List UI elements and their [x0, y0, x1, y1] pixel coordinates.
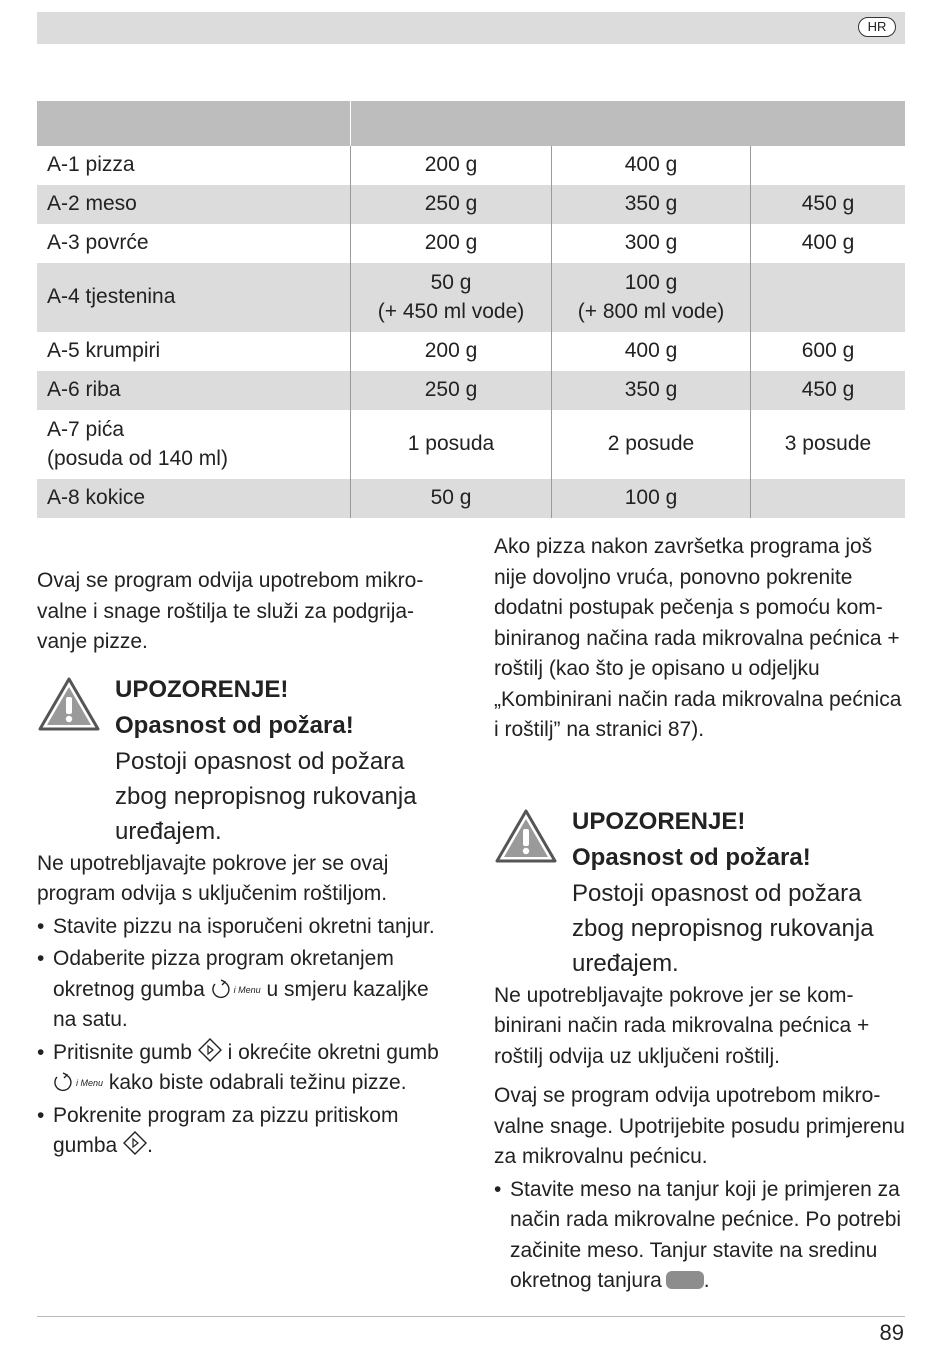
weight-cell: 50 g — [351, 479, 552, 518]
left-column — [37, 566, 447, 1162]
weight-cell — [751, 479, 906, 518]
table-header-row — [37, 101, 905, 146]
weight-cell: 200 g — [351, 146, 552, 185]
program-name: A-2 meso — [37, 185, 351, 224]
list-item: • Stavite pizzu na isporučeni okretni tanjur. — [37, 912, 447, 943]
table-row — [37, 410, 905, 479]
warning-triangle-icon — [494, 808, 558, 864]
warning-block — [37, 672, 447, 849]
weight-cell: 450 g — [751, 185, 906, 224]
weight-cell: 3 posude — [751, 410, 906, 479]
weight-cell — [751, 146, 906, 185]
warning-subtitle: Opasnost od požara! — [572, 843, 811, 871]
list-item: • Stavite meso na tanjur koji je primjeren za način rada mikrovalne pećnice. Po potrebi začinite meso. Tanjur stavite na sredinu okretnog tanjura . — [494, 1175, 906, 1297]
table-row — [37, 185, 905, 224]
program-name: A-7 pića (posuda od 140 ml) — [47, 418, 228, 470]
warning-title: UPOZORENJE! — [115, 675, 289, 703]
note-paragraph: Ne upotrebljavajte pokrove jer se kombinirani način rada mikrovalna pećnica + roštilj odvija uz uključeni roštilj. — [494, 983, 870, 1068]
table-row — [37, 371, 905, 410]
instruction-list — [494, 1175, 906, 1297]
table-row — [37, 332, 905, 371]
header-bar — [37, 12, 905, 44]
list-item: • Pritisnite gumb i okrećite okretni gumb i Menu kako biste odabrali težinu pizze. — [37, 1038, 447, 1099]
table-row — [37, 224, 905, 263]
warning-text: Postoji opasnost od požara zbog nepropisnog rukovanja uređajem. — [572, 879, 874, 977]
footer-divider — [37, 1316, 905, 1317]
note-paragraph: Ne upotrebljavajte pokrove jer se ovaj program odvija s uključenim roštiljom. — [37, 851, 389, 905]
weight-cell: 100 g — [552, 479, 751, 518]
weight-cell: 400 g — [751, 224, 906, 263]
program-name: A-5 krumpiri — [47, 339, 161, 363]
body-paragraph: Ovaj se program odvija upotrebom mikrovalne snage. Upotrijebite posudu primjerenu za mikrovalnu pećnicu. — [494, 1084, 905, 1168]
turntable-symbol — [666, 1271, 704, 1289]
table-row — [37, 479, 905, 518]
start-diamond-icon — [123, 1131, 147, 1155]
weight-cell: 600 g — [751, 332, 906, 371]
weight-cell: 350 g — [552, 371, 751, 410]
weight-cell — [751, 263, 906, 332]
right-column — [494, 532, 906, 1297]
program-name: A-3 povrće — [47, 231, 149, 255]
list-item: • Odaberite pizza program okretanjem okretnog gumba i Menu u smjeru kazaljke na satu. — [37, 944, 447, 1036]
weight-cell: 300 g — [552, 224, 751, 263]
weight-cell: 250 g — [351, 371, 552, 410]
menu-label: i Menu — [233, 984, 261, 995]
warning-title: UPOZORENJE! — [572, 807, 746, 835]
weight-cell: 50 g (+ 450 ml vode) — [351, 263, 552, 332]
weight-cell: 200 g — [351, 332, 552, 371]
program-name: A-6 riba — [37, 371, 351, 410]
warning-subtitle: Opasnost od požara! — [115, 711, 354, 739]
program-name: A-8 kokice — [37, 479, 351, 518]
table-row — [37, 146, 905, 185]
warning-triangle-icon — [37, 676, 101, 732]
instruction-list — [37, 912, 447, 1162]
weight-cell: 400 g — [552, 332, 751, 371]
page-number: 89 — [879, 1320, 904, 1345]
weight-cell: 200 g — [351, 224, 552, 263]
menu-label: i Menu — [76, 1078, 104, 1088]
list-item: • Pokrenite program za pizzu pritiskom gumba . — [37, 1101, 447, 1162]
language-badge: HR — [858, 17, 896, 37]
rotary-knob-icon — [211, 979, 233, 999]
intro-paragraph: Ovaj se program odvija upotrebom mikrovalne i snage roštilja te služi za podgrijavanje pizze. — [37, 569, 424, 653]
weight-cell: 100 g (+ 800 ml vode) — [552, 263, 751, 332]
weight-cell: 250 g — [351, 185, 552, 224]
program-name: A-1 pizza — [47, 153, 135, 177]
warning-block — [494, 804, 906, 981]
weights-table — [37, 101, 905, 518]
rotary-knob-icon — [53, 1072, 75, 1092]
intro-paragraph: Ako pizza nakon završetka programa još nije dovoljno vruća, ponovno pokrenite dodatni postupak pečenja s pomoću kombiniranog načina rada mikrovalna pećnica + roštilj (kao što je opisano u odjeljku „Kombinirani način rada mikrovalna pećnica i roštilj” na stranici 87). — [494, 535, 902, 741]
weight-cell: 450 g — [751, 371, 906, 410]
program-name: A-4 tjestenina — [37, 263, 351, 332]
weight-cell: 400 g — [552, 146, 751, 185]
start-diamond-icon — [198, 1038, 222, 1062]
warning-text: Postoji opasnost od požara zbog nepropisnog rukovanja uređajem. — [115, 747, 417, 845]
weight-cell: 350 g — [552, 185, 751, 224]
weight-cell: 1 posuda — [351, 410, 552, 479]
weight-cell: 2 posude — [552, 410, 751, 479]
table-row — [37, 263, 905, 332]
